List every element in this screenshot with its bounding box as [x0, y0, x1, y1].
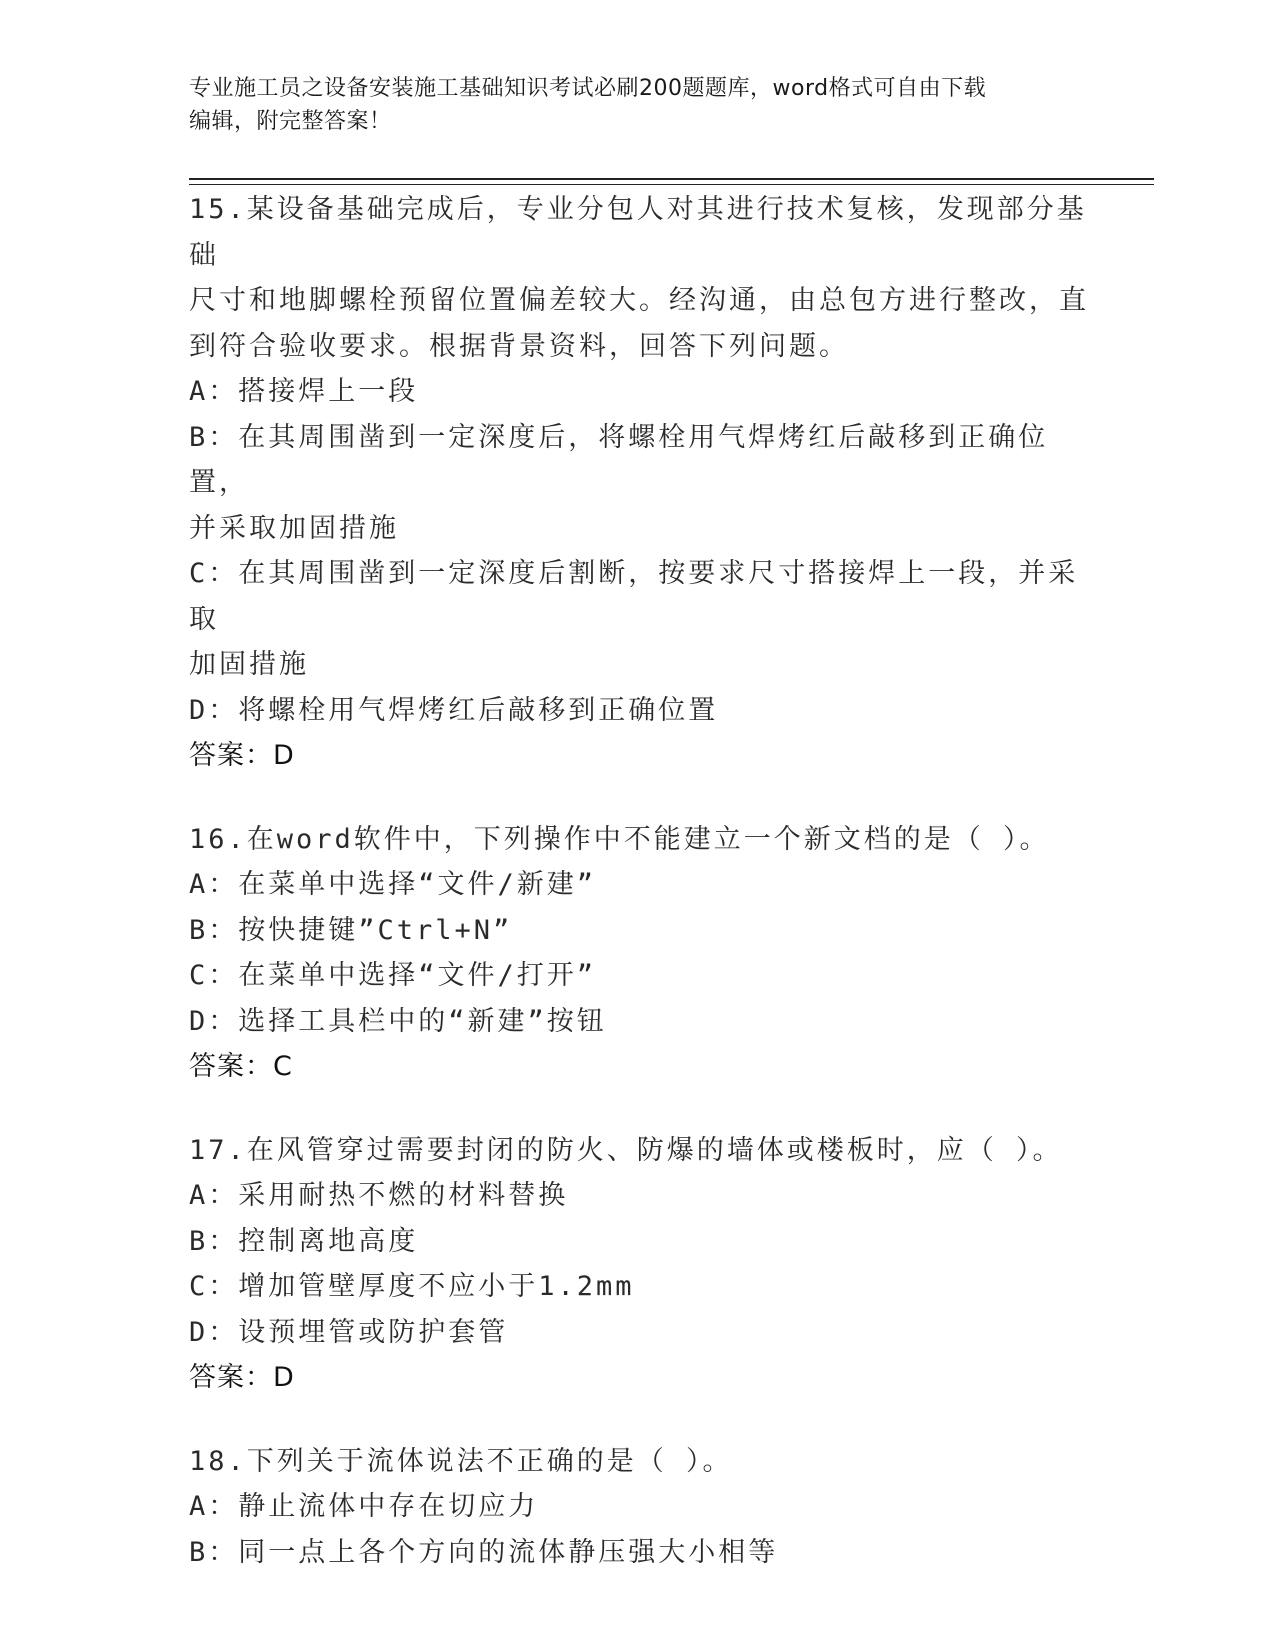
option-c: C：在其周围凿到一定深度后割断，按要求尺寸搭接焊上一段，并采取: [189, 558, 1079, 635]
option-b-continued: 并采取加固措施: [189, 512, 399, 544]
question-list: [189, 187, 1089, 1613]
header-line-2: 编辑，附完整答案！: [189, 109, 392, 134]
question-18: [189, 1439, 1089, 1576]
option-c-continued: 加固措施: [189, 649, 309, 680]
option-c: C：在菜单中选择“文件/打开”: [189, 960, 597, 991]
header-divider-thick: [189, 178, 1154, 180]
option-a: A：在菜单中选择“文件/新建”: [189, 869, 597, 900]
question-stem-line: 16.在word软件中，下列操作中不能建立一个新文档的是（ ）。: [189, 823, 1050, 855]
option-b: B：在其周围凿到一定深度后，将螺栓用气焊烤红后敲移到正确位置，: [189, 421, 1049, 498]
question-stem-line: 17.在风管穿过需要封闭的防火、防爆的墙体或楼板时，应（ ）。: [189, 1134, 1063, 1166]
answer-label: 答案：D: [189, 740, 295, 771]
option-a: A：搭接焊上一段: [189, 376, 419, 407]
question-17: [189, 1128, 1089, 1401]
answer-label: 答案：C: [189, 1051, 293, 1082]
option-c: C：增加管壁厚度不应小于1.2mm: [189, 1271, 635, 1302]
option-b: B：同一点上各个方向的流体静压强大小相等: [189, 1536, 779, 1568]
option-b: B：控制离地高度: [189, 1225, 419, 1257]
option-d: D：选择工具栏中的“新建”按钮: [189, 1005, 607, 1037]
header-line-1: 专业施工员之设备安装施工基础知识考试必刷200题题库，word格式可自由下载: [189, 76, 987, 101]
question-stem-line: 18.下列关于流体说法不正确的是（ ）。: [189, 1445, 733, 1477]
option-b: B：按快捷键”Ctrl+N”: [189, 914, 513, 946]
option-d: D：将螺栓用气焊烤红后敲移到正确位置: [189, 694, 719, 726]
question-stem-line: 到符合验收要求。根据背景资料，回答下列问题。: [189, 330, 849, 362]
question-stem-line: 15.某设备基础完成后，专业分包人对其进行技术复核，发现部分基础: [189, 194, 1087, 271]
document-header: [189, 72, 1089, 138]
option-a: A：静止流体中存在切应力: [189, 1491, 539, 1522]
question-stem-line: 尺寸和地脚螺栓预留位置偏差较大。经沟通，由总包方进行整改，直: [189, 285, 1089, 316]
header-divider-thin: [189, 184, 1154, 185]
option-a: A：采用耐热不燃的材料替换: [189, 1180, 569, 1211]
option-d: D：设预埋管或防护套管: [189, 1316, 509, 1348]
answer-label: 答案：D: [189, 1362, 295, 1393]
question-16: [189, 817, 1089, 1090]
question-15: [189, 187, 1089, 779]
